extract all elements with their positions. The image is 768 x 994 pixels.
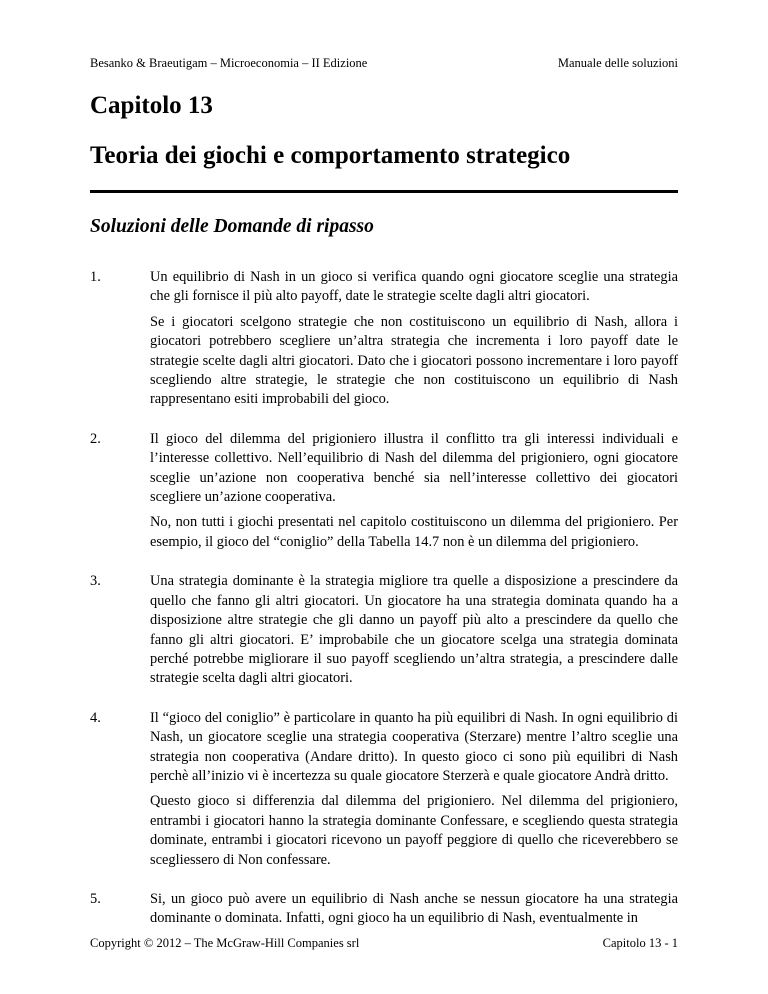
section-heading: Soluzioni delle Domande di ripasso (90, 216, 374, 237)
header-book-title: Besanko & Braeutigam – Microeconomia – II Edizione (90, 56, 368, 70)
answer-paragraph: Un equilibrio di Nash in un gioco si verifica quando ogni giocatore sceglie una strategia che gli fornisce il più alto payoff, date le strategie scelte dagli altri giocatori. (150, 269, 678, 305)
answer-paragraph: No, non tutti i giochi presentati nel capitolo costituiscono un dilemma del prigioniero. Per esempio, il gioco del “coniglio” della Tabella 14.7 non è un dilemma del prigioniero. (150, 514, 678, 550)
answer-paragraph: Il gioco del dilemma del prigioniero illustra il conflitto tra gli interessi individuali e l’interesse collettivo. Nell’equilibrio di Nash del dilemma del prigioniero, ogni giocatore sceglie un’azione non cooperativa benché sia nell’interesse collettivo dei giocatori scegliere un’azione cooperativa. (150, 430, 678, 506)
answer-number: 5. (90, 890, 101, 907)
header-manual-title: Manuale delle soluzioni (557, 56, 678, 70)
answer-number: 1. (90, 269, 101, 285)
answer-number: 4. (90, 709, 101, 726)
answer-item (90, 572, 678, 688)
footer-page-number: Capitolo 13 - 1 (602, 936, 678, 950)
answer-number: 3. (90, 573, 101, 590)
chapter-title: Capitolo 13 (90, 92, 213, 119)
page-header (90, 56, 678, 74)
answer-item (90, 709, 678, 870)
answers-list (90, 268, 678, 949)
answer-paragraph: Se i giocatori scelgono strategie che non costituiscono un equilibrio di Nash, allora i giocatori potrebbero scegliere un’altra strategia che incrementa i loro payoff date le strategie scelte dagli altri giocatori. Dato che i giocatori possono incrementare i loro payoff scegliendo altre strategie, le strategie che non costituiscono un equilibrio di Nash rappresentano esiti improbabili del gioco. (150, 313, 678, 408)
answer-paragraph: Questo gioco si differenzia dal dilemma del prigioniero. Nel dilemma del prigioniero, entrambi i giocatori hanno la strategia dominante Confessare, e scegliendo questa strategia dominate, entrambi i giocatori ricevono un payoff peggiore di quello che riceverebbero se scegliessero di Non confessare. (150, 793, 678, 868)
answer-item (90, 890, 678, 929)
answer-paragraph: Si, un gioco può avere un equilibrio di Nash anche se nessun giocatore ha una strategia dominante o dominata. Infatti, ogni gioco ha un equilibrio di Nash, eventualmente in (150, 890, 678, 927)
chapter-subtitle: Teoria dei giochi e comportamento strategico (90, 142, 571, 169)
page-footer (90, 936, 678, 954)
answer-paragraph: Una strategia dominante è la strategia migliore tra quelle a disposizione a prescindere da quello che fanno gli altri giocatori. Un giocatore ha una strategia dominata quando ha a disposizione altre strategie che gli danno un payoff più alto a prescindere da quello che fanno gli altri giocatori. E’ improbabile che un giocatore scelga una strategia dominata perché potrebbe migliorare il suo payoff scegliendo un’altra strategia, a prescindere dalle strategie scelta dagli altri giocatori. (150, 573, 678, 687)
answer-paragraph: Il “gioco del coniglio” è particolare in quanto ha più equilibri di Nash. In ogni equilibrio di Nash, un giocatore sceglie una strategia cooperativa (Sterzare) mentre l’altro sceglie una strategia non cooperativa (Andare dritto). In questo gioco ci sono più equilibri di Nash perchè all’inizio vi è incertezza su quale giocatore Sterzerà e quale giocatore Andrà dritto. (150, 709, 678, 784)
answer-number: 2. (90, 430, 101, 447)
answer-item (90, 268, 678, 410)
title-divider (90, 190, 678, 193)
footer-copyright: Copyright © 2012 – The McGraw-Hill Companies srl (90, 936, 360, 950)
answer-item (90, 430, 678, 552)
